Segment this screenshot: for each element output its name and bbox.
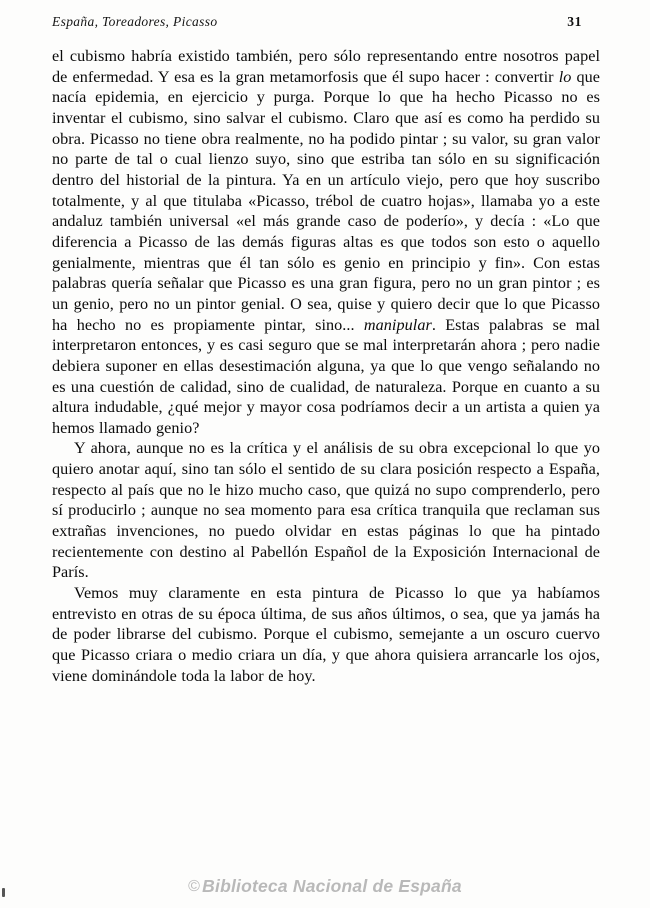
watermark-text: Biblioteca Nacional de España <box>202 876 462 896</box>
body-text-block <box>52 46 600 686</box>
copyright-icon: © <box>188 878 201 895</box>
emphasized-text: lo <box>558 67 572 86</box>
paragraph <box>52 46 600 438</box>
running-head-title: España, Toreadores, Picasso <box>52 14 218 29</box>
text-run: . Estas palabras se mal interpretaron entonces, y es casi seguro que se mal interpretarán ahora ; pero nadie debiera suponer en ellas desestimación alguna, ya que lo que vengo señalando no es una cuestión de calidad, sino de cualidad, de naturaleza. Porque en cuanto a su altura indudable, ¿qué mejor y mayor cosa podríamos decir a un artista a quien ya hemos llamado genio? <box>52 315 600 437</box>
text-run: el cubismo habría existido también, pero sólo representando entre nosotros papel de enfermedad. Y esa es la gran metamorfosis que él supo hacer : convertir <box>52 47 600 86</box>
running-head <box>52 14 602 34</box>
library-watermark <box>0 876 650 897</box>
text-run: Vemos muy claramente en esta pintura de Picasso lo que ya habíamos entrevisto en otras de su época última, de sus años últimos, o sea, que ya jamás ha de poder librarse del cubismo. Porque el cubismo, semejante a un oscuro cuervo que Picasso criara o medio criara un día, y que ahora quisiera arrancarle los ojos, viene dominándole toda la labor de hoy. <box>52 584 600 685</box>
paragraph <box>52 438 600 583</box>
page-number: 31 <box>567 14 582 29</box>
emphasized-text: manipular <box>363 315 432 334</box>
text-run: Y ahora, aunque no es la crítica y el análisis de su obra excepcional lo que yo quiero anotar aquí, sino tan sólo el sentido de su clara posición respecto a España, respecto al país que no le hizo mucho caso, que quizá no supo comprenderlo, pero sí producirlo ; aunque no sea momento para esa crítica tranquila que reclaman sus extrañas invenciones, no puedo olvidar en estas páginas lo que ha pintado recientemente con destino al Pabellón Español de la Exposición Internacional de París. <box>52 439 600 582</box>
text-run: que nacía epidemia, en ejercicio y purga. Porque lo que ha hecho Picasso no es inventar el cubismo, sino salvar el cubismo. Claro que así es como ha perdido su obra. Picasso no tiene obra realmente, no ha podido pintar ; su valor, su gran valor no parte de tal o cual lienzo suyo, sino que estriba tan sólo en su significación dentro del historial de la pintura. Ya en un artículo viejo, pero que hoy suscribo totalmente, y al que titulaba «Picasso, trébol de cuatro hojas», llamaba yo a este andaluz también universal «el más grande caso de poderío», y decía : «Lo que diferencia a Picasso de las demás figuras altas es que todos son esto o aquello genialmente, mientras que él tan sólo es genio en principio y fin». Con estas palabras quería señalar que Picasso es una gran figura, pero no un gran pintor ; es un genio, pero no un pintor genial. O sea, quise y quiero decir que lo que Picasso ha hecho no es propiamente pintar, sino... <box>52 67 600 334</box>
scan-artifact-speck <box>2 888 5 897</box>
paragraph <box>52 583 600 686</box>
